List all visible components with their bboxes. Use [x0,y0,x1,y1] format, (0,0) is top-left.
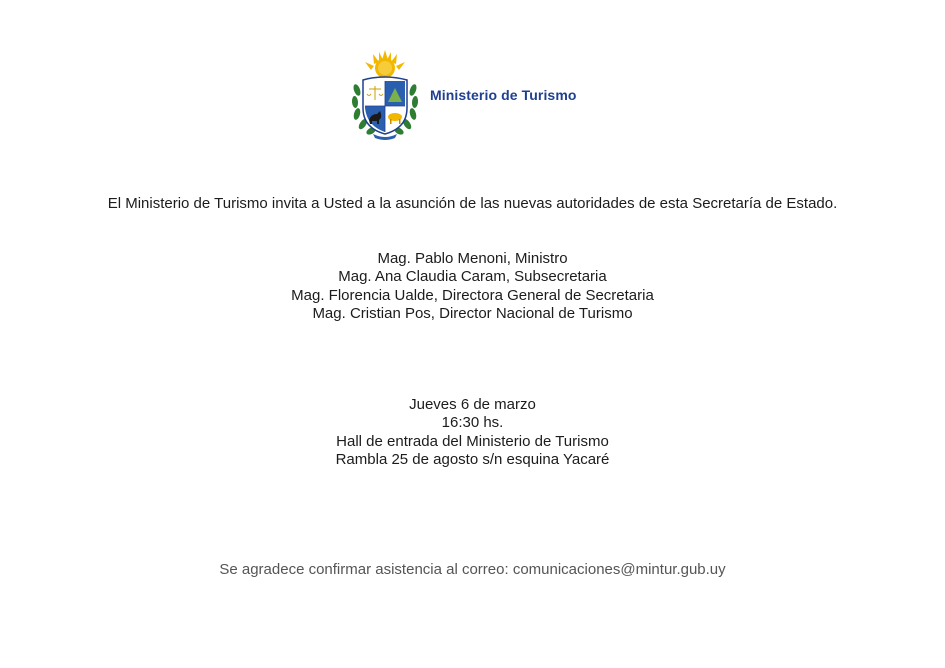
authority-minister: Mag. Pablo Menoni, Ministro [377,250,568,267]
authorities-list [0,250,945,323]
event-time: 16:30 hs. [441,414,504,432]
authority-national-director: Mag. Cristian Pos, Director Nacional de Turismo [312,304,633,322]
uruguay-coat-of-arms-icon [349,50,421,142]
event-place: Hall de entrada del Ministerio de Turismo [336,432,609,450]
ministry-name: Ministerio de Turismo [430,87,577,103]
rsvp-note: Se agradece confirmar asistencia al correo: comunicaciones@mintur.gub.uy [219,561,726,578]
event-address: Rambla 25 de agosto s/n esquina Yacaré [335,450,610,468]
event-details [0,396,945,469]
header [349,50,609,142]
authority-undersecretary: Mag. Ana Claudia Caram, Subsecretaria [338,268,607,286]
authority-general-director: Mag. Florencia Ualde, Directora General de Secretaria [291,286,654,304]
event-date: Jueves 6 de marzo [409,396,536,413]
invitation-intro: El Ministerio de Turismo invita a Usted a la asunción de las nuevas autoridades de esta Secretaría de Estado. [107,195,838,212]
